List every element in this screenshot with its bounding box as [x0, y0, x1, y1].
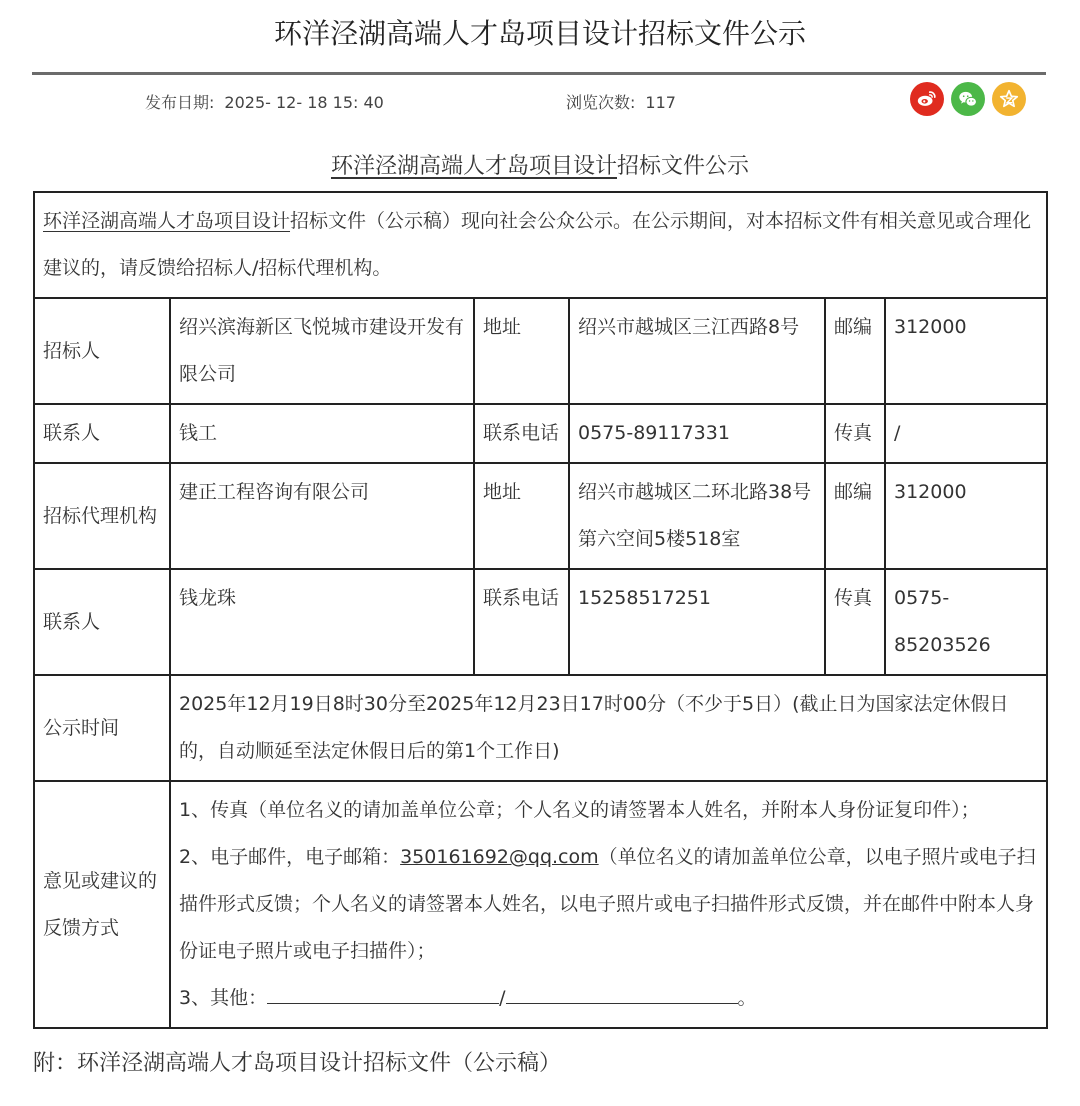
- row-label: 招标代理机构: [34, 463, 170, 569]
- field-value: 15258517251: [569, 569, 825, 675]
- feedback-email-suffix: （单位名义的请加盖单位公章，以电子照片或电子扫描件形式反馈；个人名义的请签署本人姓名，以电子照片或电子扫描件形式反馈，并在邮件中附本人身份证电子照片或电子扫描件）；: [179, 846, 1036, 962]
- share-wechat-button[interactable]: [951, 82, 985, 116]
- row-label: 联系人: [34, 404, 170, 463]
- notice-table: [33, 191, 1048, 1029]
- intro-text: 招标文件（公示稿）现向社会公众公示。在公示期间，对本招标文件有相关意见或合理化建议的，请反馈给招标人/招标代理机构。: [43, 210, 1032, 279]
- share-weibo-button[interactable]: [910, 82, 944, 116]
- feedback-email: [179, 834, 1038, 975]
- feedback-methods: [170, 781, 1047, 1028]
- field-label: 联系电话: [474, 404, 569, 463]
- page-title: 环洋泾湖高端人才岛项目设计招标文件公示: [273, 17, 806, 50]
- feedback-other: [179, 975, 1038, 1022]
- feedback-row: [34, 781, 1047, 1028]
- view-count-value: 117: [645, 93, 676, 112]
- publish-date: [145, 92, 384, 114]
- field-label: 邮编: [825, 298, 885, 404]
- feedback-email-prefix: 2、电子邮件，电子邮箱：: [179, 846, 401, 868]
- field-value: 绍兴市越城区三江西路8号: [569, 298, 825, 404]
- publish-date-label: 发布日期:: [145, 93, 215, 112]
- blank-separator: /: [499, 987, 506, 1009]
- row-value: 钱龙珠: [170, 569, 474, 675]
- field-label: 联系电话: [474, 569, 569, 675]
- field-label: 邮编: [825, 463, 885, 569]
- publish-date-value: 2025- 12- 18 15: 40: [224, 93, 384, 112]
- view-count-label: 浏览次数:: [566, 93, 636, 112]
- field-value: 0575-85203526: [885, 569, 1047, 675]
- row-value: 绍兴滨海新区飞悦城市建设开发有限公司: [170, 298, 474, 404]
- title-divider: [32, 72, 1046, 75]
- row-value: 建正工程咨询有限公司: [170, 463, 474, 569]
- favorite-button[interactable]: [992, 82, 1026, 116]
- subtitle-project-name: 环洋泾湖高端人才岛项目设计: [330, 154, 617, 179]
- row-value: 钱工: [170, 404, 474, 463]
- table-row: [34, 298, 1047, 404]
- subtitle-rest: 招标文件公示: [617, 154, 750, 179]
- period-row: [34, 675, 1047, 781]
- attachment-note: 附：环洋泾湖高端人才岛项目设计招标文件（公示稿）: [33, 1051, 562, 1076]
- table-row: [34, 463, 1047, 569]
- blank-line: [267, 981, 499, 1004]
- feedback-other-prefix: 3、其他：: [179, 987, 268, 1009]
- wechat-icon: [957, 88, 979, 110]
- intro-row: [34, 192, 1047, 298]
- period-value: 2025年12月19日8时30分至2025年12月23日17时00分（不少于5日）(截止日为国家法定休假日的，自动顺延至法定休假日后的第1个工作日): [170, 675, 1047, 781]
- intro-project-name: 环洋泾湖高端人才岛项目设计: [43, 210, 291, 232]
- field-value: 绍兴市越城区二环北路38号第六空间5楼518室: [569, 463, 825, 569]
- field-label: 地址: [474, 463, 569, 569]
- view-count: [566, 92, 676, 114]
- field-value: 0575-89117331: [569, 404, 825, 463]
- feedback-label: 意见或建议的反馈方式: [34, 781, 170, 1028]
- weibo-icon: [916, 88, 938, 110]
- row-label: 招标人: [34, 298, 170, 404]
- field-value: 312000: [885, 463, 1047, 569]
- field-value: 312000: [885, 298, 1047, 404]
- feedback-other-suffix: 。: [737, 987, 757, 1009]
- blank-line: [506, 981, 738, 1004]
- field-label: 传真: [825, 569, 885, 675]
- row-label: 联系人: [34, 569, 170, 675]
- feedback-fax: 1、传真（单位名义的请加盖单位公章；个人名义的请签署本人姓名，并附本人身份证复印件）；: [179, 799, 980, 821]
- star-icon: [998, 88, 1020, 110]
- table-row: [34, 404, 1047, 463]
- field-label: 传真: [825, 404, 885, 463]
- intro-cell: [34, 192, 1047, 298]
- table-row: [34, 569, 1047, 675]
- field-label: 地址: [474, 298, 569, 404]
- period-label: 公示时间: [34, 675, 170, 781]
- share-bar: [910, 82, 1026, 116]
- notice-subtitle: [0, 151, 1080, 183]
- email-link[interactable]: 350161692@qq.com: [400, 846, 599, 868]
- field-value: /: [885, 404, 1047, 463]
